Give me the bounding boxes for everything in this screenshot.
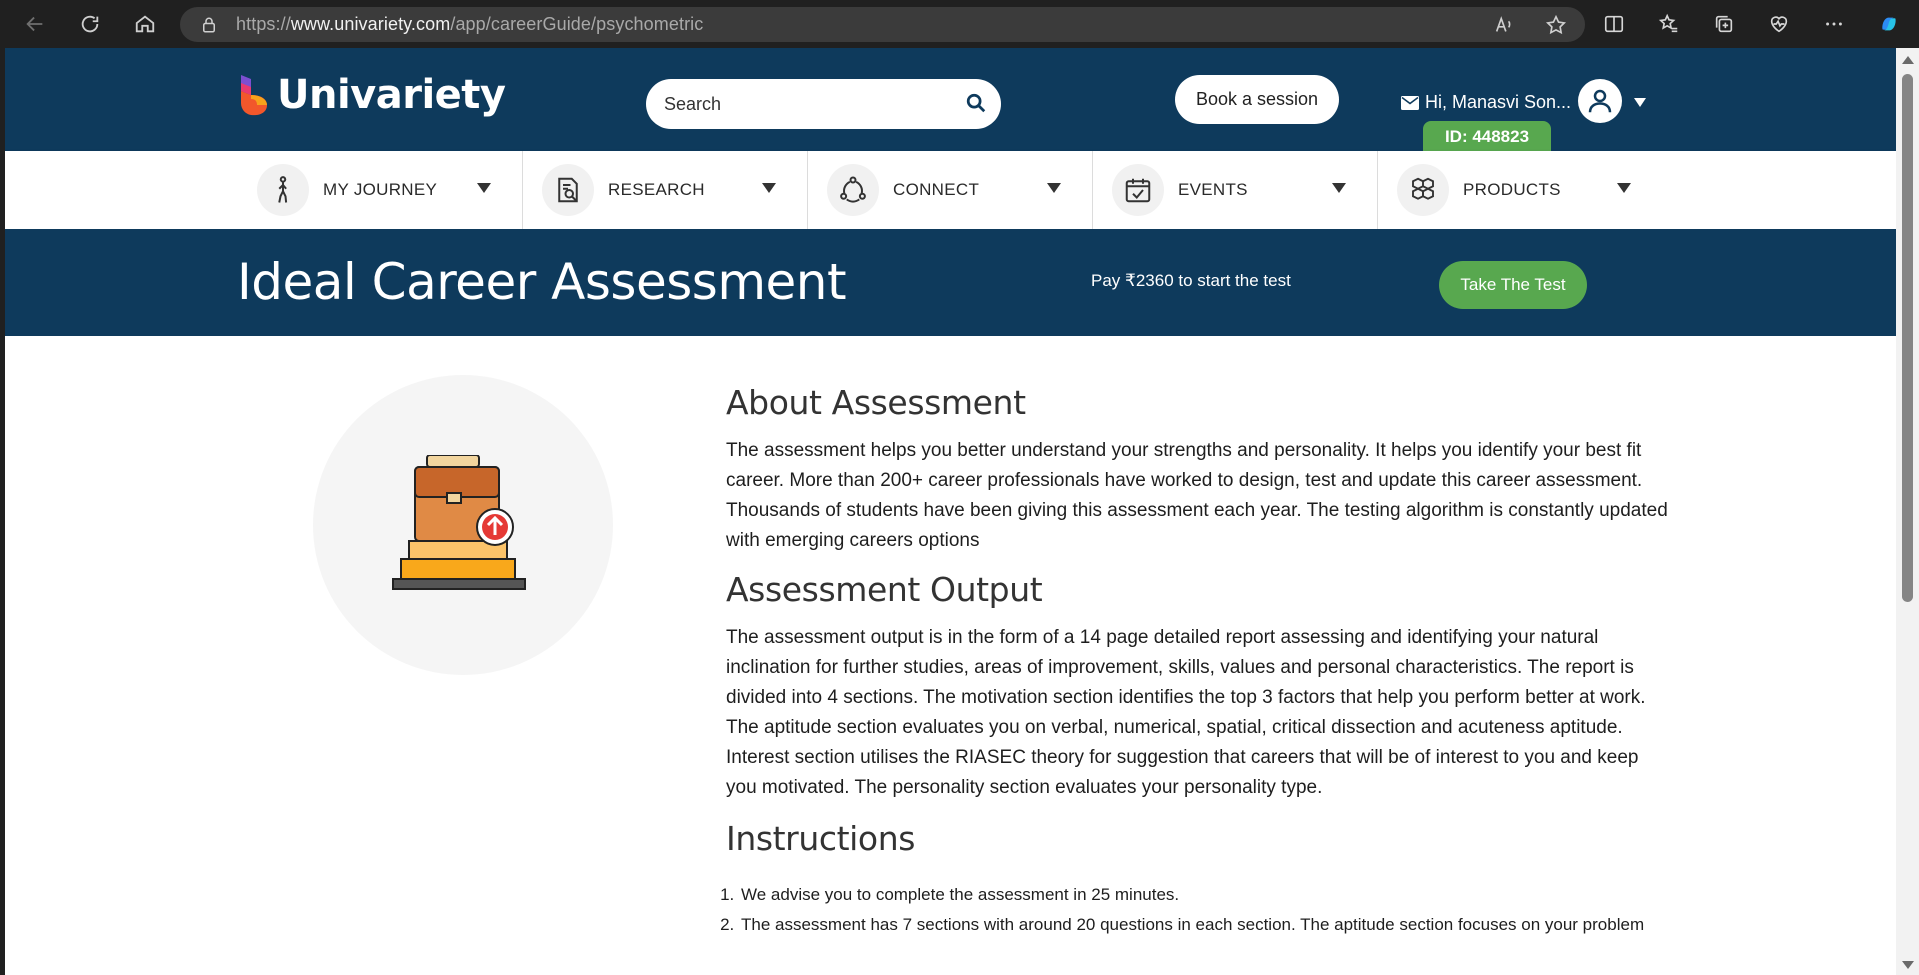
nav-events[interactable] xyxy=(1112,151,1248,229)
take-test-button[interactable]: Take The Test xyxy=(1439,261,1587,309)
chevron-down-icon[interactable] xyxy=(1634,98,1646,107)
user-greeting[interactable] xyxy=(1401,92,1571,113)
output-heading: Assessment Output xyxy=(726,570,1043,609)
user-id-badge: ID: 448823 xyxy=(1423,121,1551,152)
vertical-scrollbar[interactable] xyxy=(1896,48,1919,975)
nav-research[interactable] xyxy=(542,151,705,229)
more-options-icon[interactable] xyxy=(1820,10,1848,38)
scrollbar-thumb[interactable] xyxy=(1902,74,1913,602)
network-people-icon xyxy=(827,164,879,216)
nav-label: CONNECT xyxy=(893,180,980,199)
instructions-heading: Instructions xyxy=(726,819,916,858)
assessment-details xyxy=(726,383,1671,940)
nav-label: PRODUCTS xyxy=(1463,180,1561,199)
scroll-down-icon[interactable] xyxy=(1902,961,1914,969)
nav-products[interactable] xyxy=(1397,151,1561,229)
univariety-logo[interactable] xyxy=(237,72,506,118)
favorite-star-icon[interactable] xyxy=(1545,14,1567,36)
search-input[interactable] xyxy=(664,94,954,115)
assessment-illustration xyxy=(313,375,613,675)
nav-connect[interactable] xyxy=(827,151,979,229)
nav-divider xyxy=(1377,151,1378,229)
chevron-down-icon xyxy=(1047,183,1061,193)
mail-icon xyxy=(1401,96,1419,110)
calendar-check-icon xyxy=(1112,164,1164,216)
chevron-down-icon xyxy=(1332,183,1346,193)
url-text: https://www.univariety.com/app/careerGuide/psychometric xyxy=(236,14,704,34)
nav-divider xyxy=(807,151,808,229)
nav-label: RESEARCH xyxy=(608,180,705,199)
main-navigation xyxy=(5,151,1896,229)
chevron-down-icon xyxy=(477,183,491,193)
nav-my-journey[interactable] xyxy=(257,151,437,229)
home-icon[interactable] xyxy=(127,6,163,42)
site-header xyxy=(5,48,1896,151)
user-icon xyxy=(1585,86,1615,116)
nav-divider xyxy=(522,151,523,229)
browser-toolbar xyxy=(0,0,1919,48)
copilot-icon[interactable] xyxy=(1875,10,1903,38)
favorites-icon[interactable] xyxy=(1655,10,1683,38)
walking-person-icon xyxy=(257,164,309,216)
nav-label: MY JOURNEY xyxy=(323,180,438,199)
list-item: 1. We advise you to complete the assessment in 25 minutes. xyxy=(739,880,1671,910)
read-aloud-icon[interactable] xyxy=(1493,14,1515,36)
chevron-down-icon xyxy=(1617,183,1631,193)
book-session-button[interactable]: Book a session xyxy=(1175,75,1339,124)
address-bar[interactable] xyxy=(180,7,1585,42)
page-title: Ideal Career Assessment xyxy=(237,253,847,311)
lock-icon xyxy=(200,16,218,34)
chevron-down-icon xyxy=(762,183,776,193)
search-icon[interactable] xyxy=(965,92,987,114)
greeting-text: Hi, Manasvi Son... xyxy=(1425,92,1572,112)
back-icon[interactable] xyxy=(17,6,53,42)
browser-health-icon[interactable] xyxy=(1765,10,1793,38)
nav-label: EVENTS xyxy=(1178,180,1248,199)
collections-icon[interactable] xyxy=(1710,10,1738,38)
search-box xyxy=(646,79,1001,129)
price-text: Pay ₹2360 to start the test xyxy=(1091,271,1291,290)
about-text: The assessment helps you better understand your strengths and personality. It helps you identify your best fit career. More than 200+ career professionals have worked to design, test and update this career assessment. Thousands of students have been giving this assessment each year. The testing algorithm is constantly updated with emerging careers options xyxy=(726,440,1668,551)
logo-mark-icon xyxy=(237,73,273,117)
refresh-icon[interactable] xyxy=(72,6,108,42)
nav-divider xyxy=(1092,151,1093,229)
avatar[interactable] xyxy=(1578,79,1622,123)
list-item: 2. The assessment has 7 sections with around 20 questions in each section. The aptitude section focuses on your problem xyxy=(739,910,1671,940)
split-screen-icon[interactable] xyxy=(1600,10,1628,38)
scroll-up-icon[interactable] xyxy=(1902,56,1914,64)
instructions-list xyxy=(726,880,1671,940)
document-search-icon xyxy=(542,164,594,216)
logo-text: Univariety xyxy=(277,72,506,118)
boxes-icon xyxy=(1397,164,1449,216)
page-viewport xyxy=(5,48,1896,975)
briefcase-upload-icon xyxy=(391,455,531,595)
assessment-banner xyxy=(5,229,1896,336)
output-text: The assessment output is in the form of a 14 page detailed report assessing and identifying your natural inclination for further studies, areas of improvement, skills, values and personal characteristics. The report is divided into 4 sections. The motivation section identifies the top 3 factors that help you perform better at work. The aptitude section evaluates you on verbal, numerical, spatial, critical dissection and acuteness aptitude. Interest section utilises the RIASEC theory for suggestion that careers that will be of interest to you and keep you motivated. The personality section evaluates your personality type. xyxy=(726,627,1646,798)
about-heading: About Assessment xyxy=(726,383,1026,422)
